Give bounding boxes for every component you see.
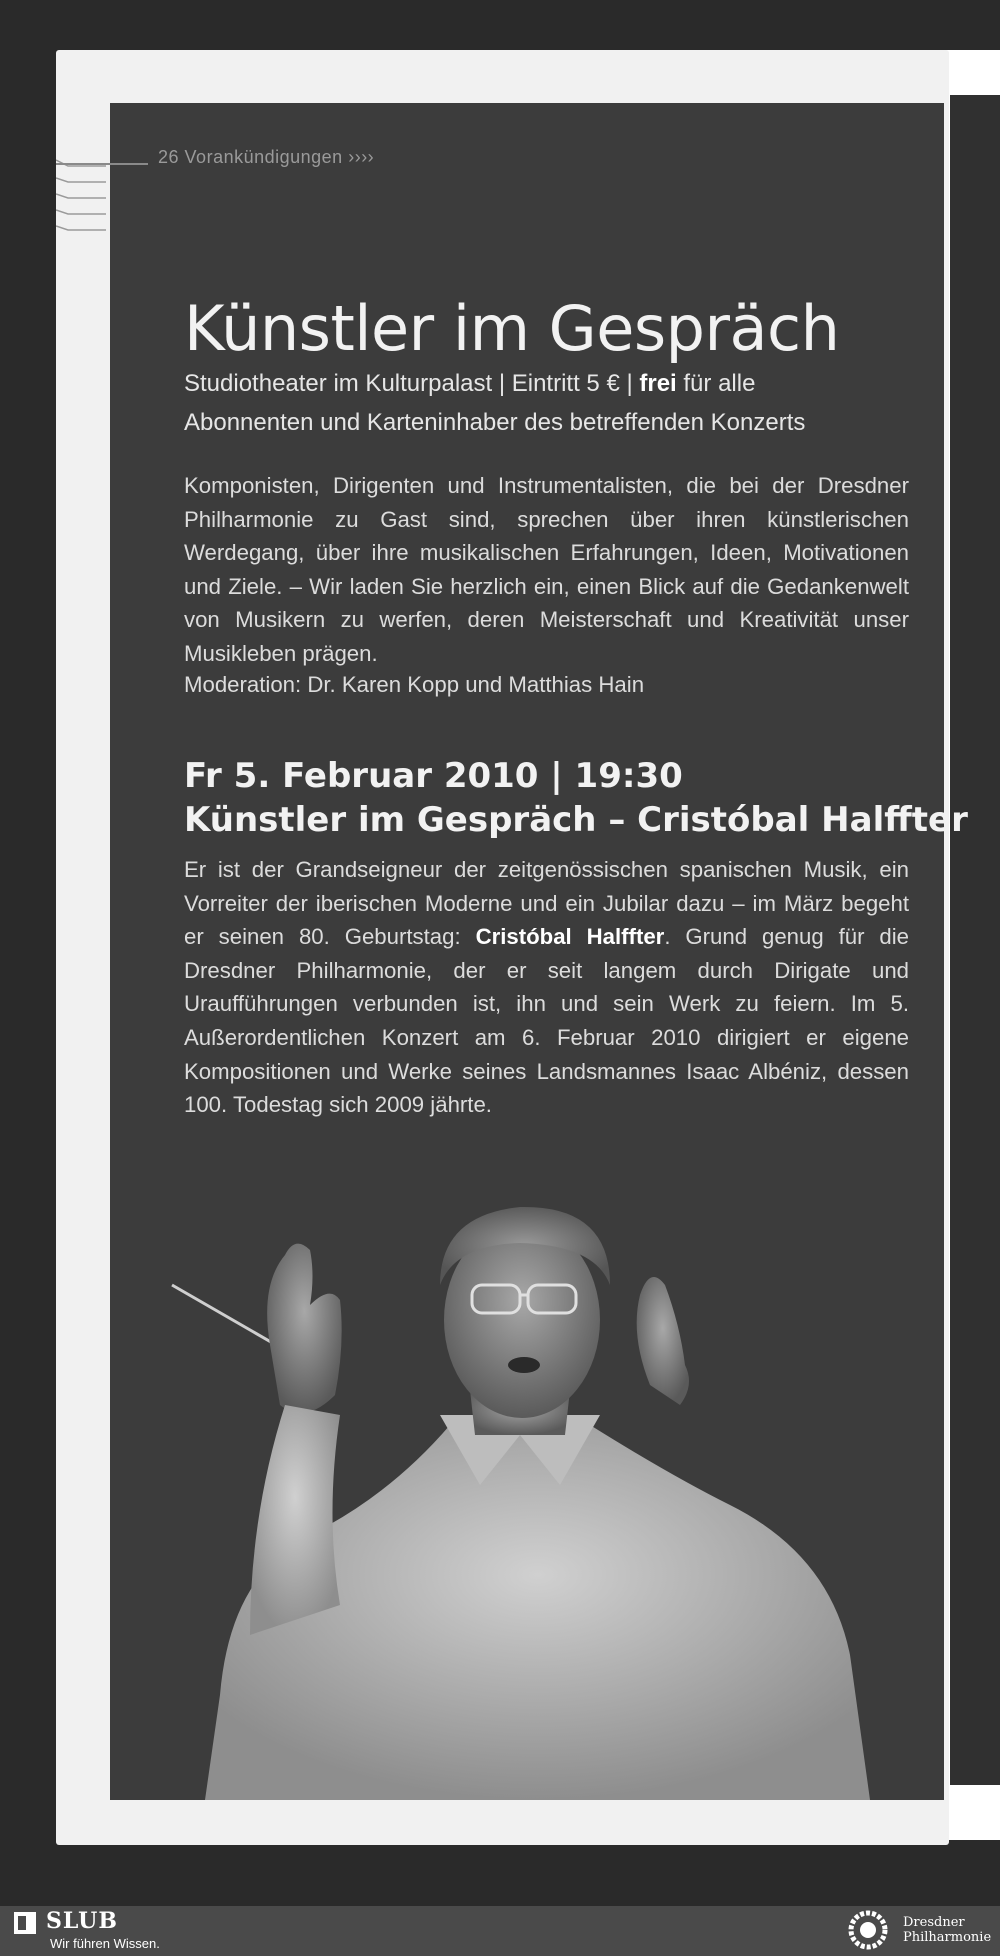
- free-label: frei: [639, 370, 677, 397]
- conductor-photo: [110, 1135, 944, 1800]
- venue-line: Studiotheater im Kulturpalast | Eintritt 5 € | frei für alle: [184, 370, 756, 397]
- orchestra-name: Dresdner Philharmonie: [903, 1915, 992, 1945]
- page-number: 26: [158, 147, 180, 167]
- slub-logo-icon: [14, 1912, 36, 1934]
- event-title: Künstler im Gespräch – Cristóbal Halffter: [184, 800, 968, 840]
- next-page-dark-area: [950, 95, 1000, 1785]
- event-date: Fr 5. Februar 2010 | 19:30: [184, 756, 683, 796]
- artist-name: Cristóbal Halffter: [475, 924, 665, 950]
- page-header: [158, 147, 374, 168]
- header-rule: [56, 163, 148, 165]
- binding-lines-icon: [56, 148, 116, 238]
- audience-line: Abonnenten und Karteninhaber des betreffenden Konzerts: [184, 409, 806, 436]
- slub-name: SLUB: [46, 1908, 118, 1934]
- moderation-line: Moderation: Dr. Karen Kopp und Matthias Hain: [184, 672, 645, 697]
- section-name: Vorankündigungen: [184, 147, 343, 167]
- page-title: Künstler im Gespräch: [184, 292, 840, 365]
- dresdner-philharmonie-logo-icon: [842, 1910, 894, 1950]
- intro-paragraph: Komponisten, Dirigenten und Instrumentalisten, die bei der Dresdner Philharmonie zu Gast sind, sprechen über ihren künstlerischen Werdegang, über ihre musikalischen Erfahrungen, Ideen, Motivationen und Ziele. – Wir laden Sie herzlich ein, einen Blick auf die Gedankenwelt von Musikern zu werfen, deren Meisterschaft und Kreativität unser Musikleben prägen.: [184, 473, 909, 666]
- event-paragraph: Er ist der Grandseigneur der zeitgenössischen spanischen Musik, ein Vorreiter der iberischen Moderne und ein Jubilar dazu – im März begeht er seinen 80. Geburtstag: Cristóbal Halffter. Grund genug für die Dresdner Philharmonie, der er seit langem durch Dirigate und Uraufführungen verbunden ist, ihn und sein Werk zu feiern. Im 5. Außerordentlichen Konzert am 6. Februar 2010 dirigiert er eigene Kompositionen und Werke seines Landsmannes Isaac Albéniz, dessen 100. Todestag sich 2009 jährte.: [184, 857, 910, 1118]
- slub-tagline: Wir führen Wissen.: [50, 1936, 160, 1951]
- section-arrows: ››››: [348, 147, 375, 167]
